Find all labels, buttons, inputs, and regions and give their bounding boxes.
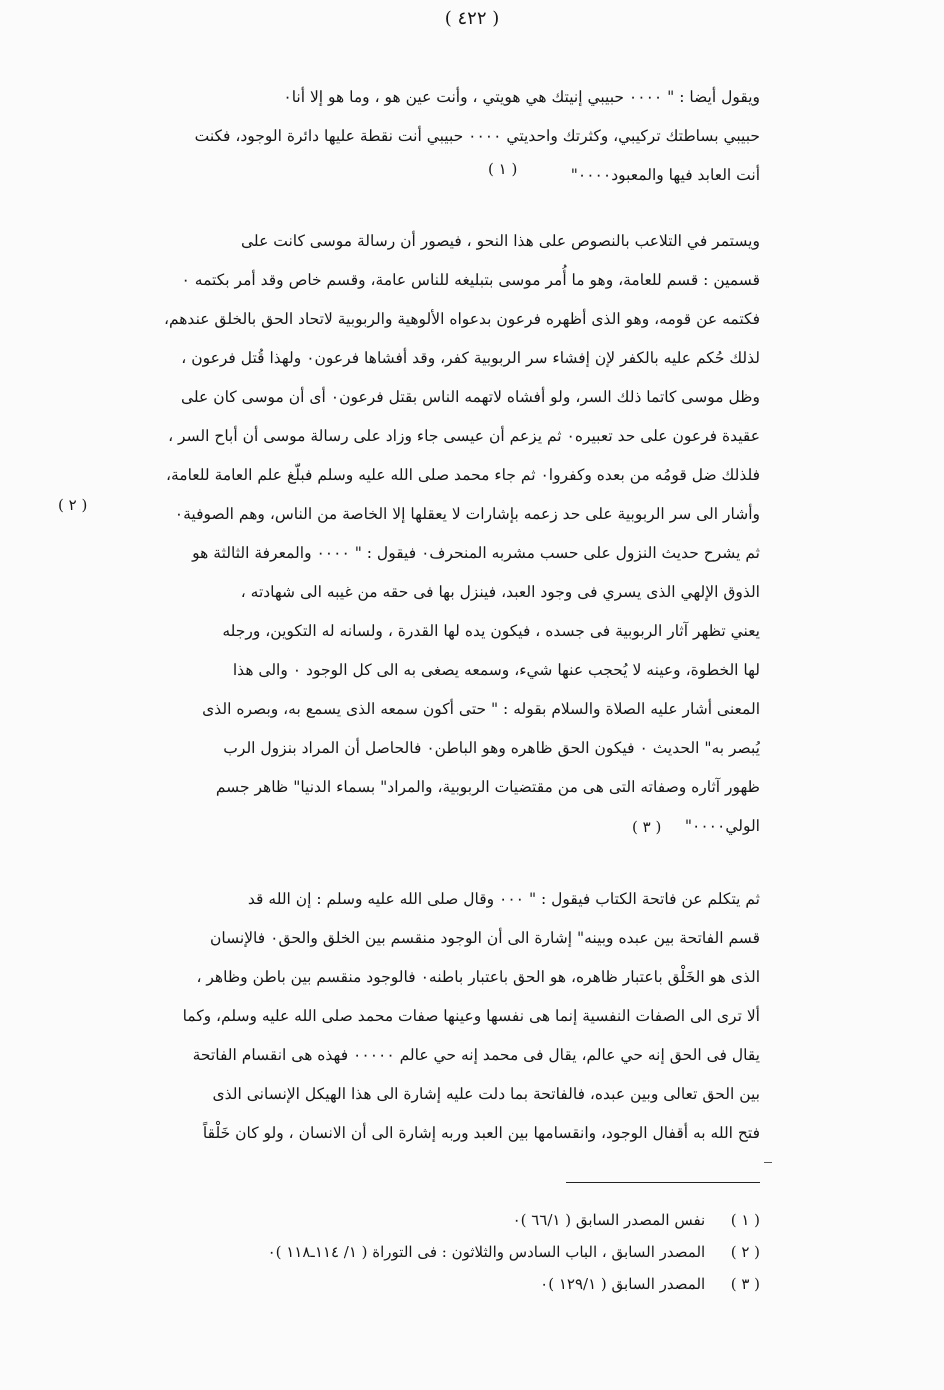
footnotes xyxy=(160,1204,760,1300)
page-number: ( ٤٢٢ ) xyxy=(444,8,500,29)
paragraph-2 xyxy=(70,222,760,846)
footnote-1 xyxy=(160,1204,760,1236)
footnote-text: المصدر السابق ( ١٢٩/١ )٠ xyxy=(540,1275,706,1293)
text-line: قسمين : قسم للعامة، وهو ما أُمر موسى بتبليغه للناس عامة، وقسم خاص وقد أمر بكتمه ٠ xyxy=(181,271,760,289)
text-line: ويقول أيضا : " ٠٠٠٠ حبيبي إنيتك هي هويتي ، وأنت عين هو ، وما هو إلا أنا٠ xyxy=(283,88,760,106)
text-line: وأشار الى سر الربوبية على حد زعمه بإشارات لا يعقلها إلا الخاصة من الناس، وهم الصوفية٠ xyxy=(174,505,760,523)
footnote-marker-2: ( ٢ ) xyxy=(58,496,88,514)
text-line: المعنى أشار عليه الصلاة والسلام بقوله : " حتى أكون سمعه الذى يسمع به، وبصره الذى xyxy=(202,700,760,718)
paragraph-1 xyxy=(70,78,760,195)
text-line: فكتمه عن قومه، وهو الذى أظهره فرعون بدعواه الألوهية والربوبية لاتحاد الحق بالخلق عندهم، xyxy=(163,310,760,328)
text-line: ظهور آثاره وصفاته التى هى من مقتضيات الربوبية، والمراد" بسماء الدنيا" ظاهر جسم xyxy=(215,778,760,796)
text-line: فلذلك ضل قومُه من بعده وكفروا٠ ثم جاء محمد صلى الله عليه وسلم فبلّغ علم العامة للعامة، xyxy=(165,466,760,484)
footnote-marker-3: ( ٣ ) xyxy=(632,818,662,836)
text-line: لذلك حُكم عليه بالكفر لإن إفشاء سر الربوبية كفر، وقد أفشاها فرعون٠ ولهذا قُتل فرعون ، xyxy=(181,349,760,367)
footnote-2 xyxy=(160,1236,760,1268)
text-line: حبيبي بساطتك تركيبي، وكثرتك واحديتي ٠٠٠٠ حبيبي أنت نقطة عليها دائرة الوجود، فكنت xyxy=(194,127,760,145)
text-line: ويستمر في التلاعب بالنصوص على هذا النحو ، فيصور أن رسالة موسى كانت على xyxy=(241,232,760,250)
footnote-number: ( ١ ) xyxy=(730,1211,760,1229)
text-line: فتح الله به أقفال الوجود، وانقسامها بين العبد وربه إشارة الى أن الانسان ، ولو كان خَلْقاً xyxy=(202,1124,760,1142)
footnote-number: ( ٣ ) xyxy=(730,1275,760,1293)
text-line: الذى هو الخَلْق باعتبار ظاهره، هو الحق باعتبار باطنه٠ فالوجود منقسم بين باطن وظاهر ، xyxy=(196,968,760,986)
text-line: يعني تظهر آثار الربوبية فى جسده ، فيكون يده لها القدرة ، ولسانه له التكوين، ورجله xyxy=(222,622,760,640)
text-line: يقال فى الحق إنه حي عالم، يقال فى محمد إنه حي عالم ٠٠٠٠٠ فهذه هى انقسام الفاتحة xyxy=(192,1046,760,1064)
text-line: الولي٠٠٠٠" xyxy=(684,817,760,835)
text-line: يُبصر به" الحديث ٠ فيكون الحق ظاهره وهو الباطن٠ فالحاصل أن المراد بنزول الرب xyxy=(223,739,760,757)
continuation-rule xyxy=(764,1162,772,1163)
footnote-separator xyxy=(566,1182,760,1183)
footnote-marker-1: ( ١ ) xyxy=(488,160,518,178)
footnote-3 xyxy=(160,1268,760,1300)
text-line: ألا ترى الى الصفات النفسية إنما هى نفسها وعينها صفات محمد صلى الله عليه وسلم، وكما xyxy=(182,1007,760,1025)
text-line: ثم يشرح حديث النزول على حسب مشربه المنحرف٠ فيقول : " ٠٠٠٠ والمعرفة الثالثة هو xyxy=(192,544,760,562)
text-line: وظل موسى كاتما ذلك السر، ولو أفشاه لاتهمه الناس بقتل فرعون٠ أى أن موسى كان على xyxy=(180,388,760,406)
footnote-text: نفس المصدر السابق ( ٦٦/١ )٠ xyxy=(512,1211,706,1229)
text-line: أنت العابد فيها والمعبود٠٠٠٠" xyxy=(570,166,760,184)
text-line: قسم الفاتحة بين عبده وبينه" إشارة الى أن الوجود منقسم بين الخلق والحق٠ فالإنسان xyxy=(209,929,760,947)
text-line: عقيدة فرعون على حد تعبيره٠ ثم يزعم أن عيسى جاء وزاد على رسالة موسى أن أباح السر ، xyxy=(168,427,760,445)
footnote-text: المصدر السابق ، الباب السادس والثلاثون : فى التوراة ( ١/ ١١٤ـ١١٨ )٠ xyxy=(267,1243,706,1261)
footnote-number: ( ٢ ) xyxy=(730,1243,760,1261)
text-line: لها الخطوة، وعينه لا يُحجب عنها شيء، وسمعه يصغى به الى كل الوجود ٠ والى هذا xyxy=(232,661,760,679)
paragraph-3 xyxy=(70,880,760,1153)
text-line: بين الحق تعالى وبين عبده، فالفاتحة بما دلت عليه إشارة الى هذا الهيكل الإنسانى الذى xyxy=(212,1085,760,1103)
text-line: ثم يتكلم عن فاتحة الكتاب فيقول : " ٠٠٠ وقال صلى الله عليه وسلم : إن الله قد xyxy=(247,890,760,908)
text-line: الذوق الإلهي الذى يسري فى وجود العبد، فينزل بها فى حقه من غيبه الى شهادته ، xyxy=(240,583,760,601)
